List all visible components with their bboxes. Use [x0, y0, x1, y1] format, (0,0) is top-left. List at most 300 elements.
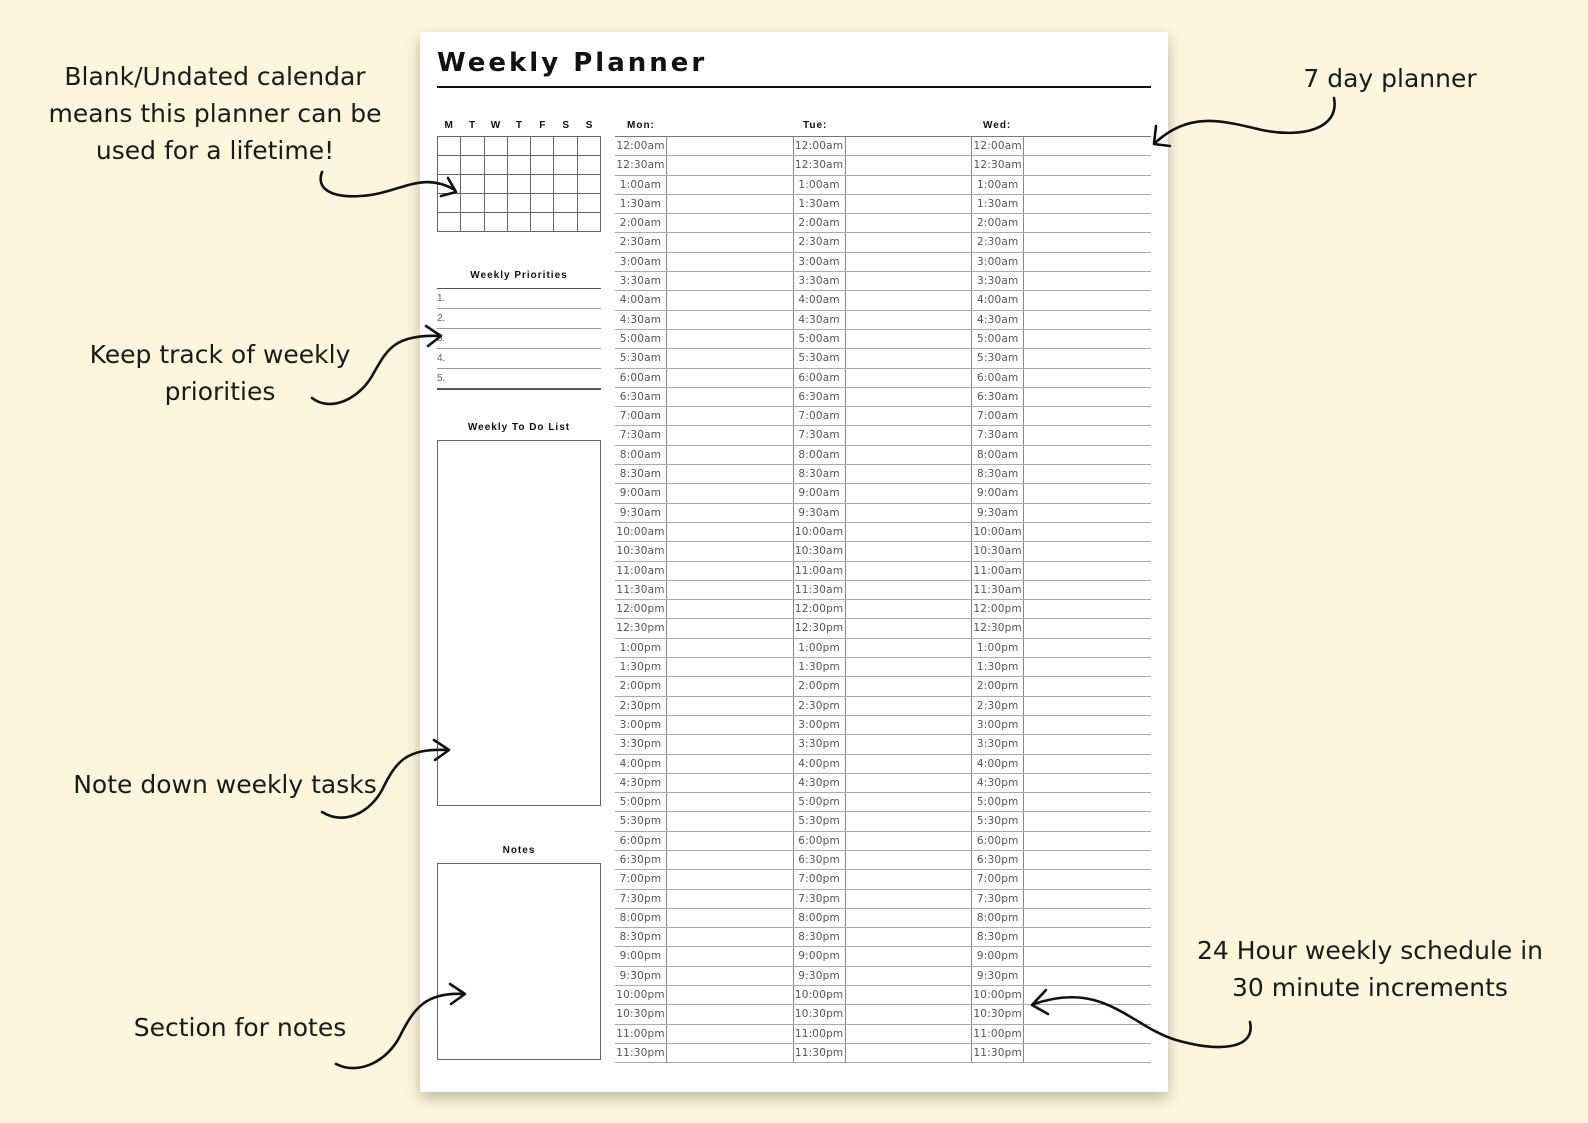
- schedule-entry-cell[interactable]: [846, 812, 973, 830]
- day-column-slot: [972, 156, 1151, 174]
- schedule-row: [615, 812, 1151, 831]
- schedule-entry-cell[interactable]: [667, 156, 794, 174]
- mini-calendar-cell[interactable]: [485, 213, 508, 232]
- schedule-entry-cell[interactable]: [667, 600, 794, 618]
- schedule-entry-cell[interactable]: [846, 176, 973, 194]
- mini-calendar-cell[interactable]: [485, 156, 508, 175]
- time-label: 2:00am: [972, 214, 1024, 232]
- schedule-entry-cell[interactable]: [667, 735, 794, 753]
- time-label: 5:00pm: [615, 793, 667, 811]
- schedule-entry-cell[interactable]: [1024, 233, 1151, 251]
- schedule-entry-cell[interactable]: [846, 349, 973, 367]
- schedule-entry-cell[interactable]: [667, 369, 794, 387]
- time-label: 5:00am: [794, 330, 846, 348]
- time-label: 4:00am: [615, 291, 667, 309]
- time-label: 5:30pm: [794, 812, 846, 830]
- schedule-row: [615, 639, 1151, 658]
- day-column-slot: [972, 562, 1151, 580]
- mini-calendar-cell[interactable]: [438, 175, 461, 194]
- time-label: 4:30pm: [794, 774, 846, 792]
- schedule-entry-cell[interactable]: [1024, 658, 1151, 676]
- schedule-entry-cell[interactable]: [846, 851, 973, 869]
- schedule-entry-cell[interactable]: [846, 986, 973, 1004]
- schedule-row: [615, 523, 1151, 542]
- schedule-entry-cell[interactable]: [667, 426, 794, 444]
- time-label: 2:00am: [794, 214, 846, 232]
- schedule-entry-cell[interactable]: [846, 619, 973, 637]
- schedule-entry-cell[interactable]: [846, 291, 973, 309]
- schedule-entry-cell[interactable]: [846, 1044, 973, 1062]
- mini-calendar-cell[interactable]: [461, 137, 484, 156]
- schedule-entry-cell[interactable]: [1024, 967, 1151, 985]
- schedule-entry-cell[interactable]: [667, 291, 794, 309]
- schedule-entry-cell[interactable]: [667, 330, 794, 348]
- day-column-slot: [615, 1025, 794, 1043]
- schedule-entry-cell[interactable]: [667, 639, 794, 657]
- schedule-entry-cell[interactable]: [1024, 986, 1151, 1004]
- schedule-entry-cell[interactable]: [667, 832, 794, 850]
- mini-calendar-cell[interactable]: [485, 194, 508, 213]
- page-title: Weekly Planner: [437, 48, 708, 78]
- schedule-entry-cell[interactable]: [846, 735, 973, 753]
- schedule-entry-cell[interactable]: [846, 832, 973, 850]
- schedule-entry-cell[interactable]: [1024, 677, 1151, 695]
- time-label: 7:00am: [972, 407, 1024, 425]
- schedule-entry-cell[interactable]: [1024, 890, 1151, 908]
- time-label: 9:30pm: [794, 967, 846, 985]
- mini-calendar-day: T: [515, 120, 522, 131]
- schedule-entry-cell[interactable]: [846, 562, 973, 580]
- day-column-slot: [972, 523, 1151, 541]
- mini-calendar-cell[interactable]: [508, 213, 531, 232]
- day-column-slot: [794, 812, 973, 830]
- schedule-entry-cell[interactable]: [846, 465, 973, 483]
- schedule-entry-cell[interactable]: [667, 677, 794, 695]
- schedule-entry-cell[interactable]: [667, 928, 794, 946]
- schedule-row: [615, 176, 1151, 195]
- schedule-entry-cell[interactable]: [667, 214, 794, 232]
- priority-row[interactable]: 4.: [437, 349, 601, 369]
- day-column-slot: [794, 716, 973, 734]
- schedule-entry-cell[interactable]: [846, 504, 973, 522]
- day-column-slot: [615, 426, 794, 444]
- schedule-entry-cell[interactable]: [667, 967, 794, 985]
- day-column-slot: [794, 272, 973, 290]
- schedule-entry-cell[interactable]: [1024, 137, 1151, 155]
- time-label: 2:30pm: [972, 697, 1024, 715]
- schedule-entry-cell[interactable]: [667, 658, 794, 676]
- mini-calendar-cell[interactable]: [438, 213, 461, 232]
- mini-calendar-cell[interactable]: [438, 194, 461, 213]
- schedule-entry-cell[interactable]: [846, 909, 973, 927]
- schedule-row: [615, 735, 1151, 754]
- schedule-row: [615, 542, 1151, 561]
- schedule-entry-cell[interactable]: [667, 755, 794, 773]
- schedule-entry-cell[interactable]: [667, 890, 794, 908]
- schedule-entry-cell[interactable]: [667, 523, 794, 541]
- time-label: 1:30am: [615, 195, 667, 213]
- schedule-entry-cell[interactable]: [667, 1044, 794, 1062]
- day-column-slot: [615, 523, 794, 541]
- mini-calendar-cell[interactable]: [461, 175, 484, 194]
- mini-calendar-cell[interactable]: [531, 156, 554, 175]
- schedule-entry-cell[interactable]: [667, 311, 794, 329]
- schedule-row: [615, 793, 1151, 812]
- mini-calendar-cell[interactable]: [438, 156, 461, 175]
- schedule-entry-cell[interactable]: [667, 349, 794, 367]
- day-column-slot: [615, 562, 794, 580]
- schedule-entry-cell[interactable]: [1024, 542, 1151, 560]
- schedule-row: [615, 137, 1151, 156]
- schedule-entry-cell[interactable]: [667, 137, 794, 155]
- schedule-entry-cell[interactable]: [667, 1025, 794, 1043]
- planner-page: [420, 32, 1168, 1092]
- schedule-entry-cell[interactable]: [846, 600, 973, 618]
- schedule-entry-cell[interactable]: [846, 967, 973, 985]
- day-column-slot: [615, 774, 794, 792]
- priority-row[interactable]: 1.: [437, 289, 601, 309]
- day-column-slot: [615, 504, 794, 522]
- schedule-entry-cell[interactable]: [1024, 272, 1151, 290]
- schedule-entry-cell[interactable]: [846, 581, 973, 599]
- day-column-slot: [794, 484, 973, 502]
- schedule-row: [615, 600, 1151, 619]
- schedule-entry-cell[interactable]: [1024, 176, 1151, 194]
- time-label: 2:30pm: [615, 697, 667, 715]
- day-column-slot: [972, 697, 1151, 715]
- mini-calendar-cell[interactable]: [461, 156, 484, 175]
- schedule-entry-cell[interactable]: [846, 195, 973, 213]
- day-column-slot: [615, 909, 794, 927]
- schedule-row: [615, 909, 1151, 928]
- schedule-entry-cell[interactable]: [667, 388, 794, 406]
- schedule-entry-cell[interactable]: [667, 253, 794, 271]
- time-label: 6:30am: [972, 388, 1024, 406]
- priority-row[interactable]: 5.: [437, 369, 601, 390]
- day-column-slot: [972, 426, 1151, 444]
- schedule-entry-cell[interactable]: [667, 176, 794, 194]
- schedule-entry-cell[interactable]: [846, 890, 973, 908]
- schedule-entry-cell[interactable]: [846, 1005, 973, 1023]
- mini-calendar-day-headers: [437, 116, 601, 136]
- schedule-entry-cell[interactable]: [667, 851, 794, 869]
- day-column-slot: [615, 369, 794, 387]
- schedule-entry-cell[interactable]: [667, 581, 794, 599]
- schedule-entry-cell[interactable]: [1024, 947, 1151, 965]
- day-column-slot: [972, 639, 1151, 657]
- schedule-entry-cell[interactable]: [846, 369, 973, 387]
- schedule-entry-cell[interactable]: [667, 562, 794, 580]
- schedule-row: [615, 890, 1151, 909]
- annotation-notes: Section for notes: [133, 1013, 347, 1042]
- schedule-entry-cell[interactable]: [1024, 407, 1151, 425]
- schedule-entry-cell[interactable]: [846, 330, 973, 348]
- time-label: 9:00pm: [794, 947, 846, 965]
- time-label: 11:30pm: [972, 1044, 1024, 1062]
- time-label: 4:30am: [615, 311, 667, 329]
- time-label: 12:00am: [794, 137, 846, 155]
- mini-calendar-cell[interactable]: [531, 137, 554, 156]
- time-label: 1:30pm: [972, 658, 1024, 676]
- schedule-entry-cell[interactable]: [667, 774, 794, 792]
- day-column-slot: [794, 793, 973, 811]
- schedule-entry-cell[interactable]: [1024, 851, 1151, 869]
- schedule-entry-cell[interactable]: [846, 388, 973, 406]
- day-column-slot: [972, 677, 1151, 695]
- schedule-entry-cell[interactable]: [846, 928, 973, 946]
- schedule-entry-cell[interactable]: [846, 426, 973, 444]
- schedule-entry-cell[interactable]: [667, 697, 794, 715]
- time-label: 3:00am: [794, 253, 846, 271]
- mini-calendar-cell[interactable]: [531, 175, 554, 194]
- time-label: 6:30pm: [972, 851, 1024, 869]
- schedule-entry-cell[interactable]: [667, 909, 794, 927]
- title-rule: [437, 86, 1151, 88]
- schedule-entry-cell[interactable]: [667, 446, 794, 464]
- schedule-entry-cell[interactable]: [667, 870, 794, 888]
- priority-row[interactable]: 2.: [437, 309, 601, 329]
- mini-calendar-cell[interactable]: [554, 137, 577, 156]
- mini-calendar-cell[interactable]: [554, 175, 577, 194]
- time-label: 1:30am: [972, 195, 1024, 213]
- schedule-entry-cell[interactable]: [1024, 812, 1151, 830]
- schedule-entry-cell[interactable]: [1024, 253, 1151, 271]
- schedule-entry-cell[interactable]: [846, 272, 973, 290]
- mini-calendar-cell[interactable]: [485, 175, 508, 194]
- schedule-entry-cell[interactable]: [1024, 465, 1151, 483]
- schedule-entry-cell[interactable]: [1024, 1005, 1151, 1023]
- schedule-entry-cell[interactable]: [846, 677, 973, 695]
- mini-calendar-cell[interactable]: [554, 194, 577, 213]
- day-label-tue: Tue:: [803, 120, 828, 131]
- mini-calendar-cell[interactable]: [531, 194, 554, 213]
- schedule-entry-cell[interactable]: [1024, 716, 1151, 734]
- schedule-entry-cell[interactable]: [667, 793, 794, 811]
- schedule-entry-cell[interactable]: [846, 755, 973, 773]
- schedule-entry-cell[interactable]: [846, 870, 973, 888]
- schedule-entry-cell[interactable]: [1024, 504, 1151, 522]
- time-label: 12:30am: [615, 156, 667, 174]
- priority-row[interactable]: 3.: [437, 329, 601, 349]
- schedule-entry-cell[interactable]: [667, 619, 794, 637]
- day-column-slot: [972, 388, 1151, 406]
- day-column-slot: [972, 484, 1151, 502]
- notes-box[interactable]: [437, 863, 601, 1060]
- schedule-entry-cell[interactable]: [1024, 735, 1151, 753]
- mini-calendar-cell[interactable]: [554, 213, 577, 232]
- time-label: 12:00am: [615, 137, 667, 155]
- schedule-entry-cell[interactable]: [1024, 870, 1151, 888]
- time-label: 4:30am: [794, 311, 846, 329]
- day-column-slot: [615, 890, 794, 908]
- time-label: 11:00am: [972, 562, 1024, 580]
- schedule-entry-cell[interactable]: [667, 195, 794, 213]
- schedule-entry-cell[interactable]: [1024, 369, 1151, 387]
- schedule-entry-cell[interactable]: [1024, 311, 1151, 329]
- schedule-entry-cell[interactable]: [846, 407, 973, 425]
- schedule-entry-cell[interactable]: [846, 793, 973, 811]
- schedule-entry-cell[interactable]: [1024, 832, 1151, 850]
- schedule-entry-cell[interactable]: [846, 156, 973, 174]
- schedule-entry-cell[interactable]: [846, 697, 973, 715]
- day-column-slot: [972, 465, 1151, 483]
- mini-calendar-cell[interactable]: [554, 156, 577, 175]
- day-column-slot: [794, 947, 973, 965]
- schedule-entry-cell[interactable]: [1024, 562, 1151, 580]
- schedule-entry-cell[interactable]: [1024, 697, 1151, 715]
- time-label: 10:00pm: [615, 986, 667, 1004]
- schedule-entry-cell[interactable]: [667, 272, 794, 290]
- schedule-entry-cell[interactable]: [667, 233, 794, 251]
- schedule-row: [615, 697, 1151, 716]
- schedule-entry-cell[interactable]: [846, 233, 973, 251]
- day-column-slot: [972, 909, 1151, 927]
- mini-calendar-cell[interactable]: [438, 137, 461, 156]
- time-label: 5:00pm: [972, 793, 1024, 811]
- todo-box[interactable]: [437, 440, 601, 806]
- mini-calendar-cell[interactable]: [461, 194, 484, 213]
- time-label: 10:30am: [615, 542, 667, 560]
- schedule-entry-cell[interactable]: [1024, 484, 1151, 502]
- mini-calendar-cell[interactable]: [578, 213, 601, 232]
- schedule-entry-cell[interactable]: [846, 523, 973, 541]
- day-column-slot: [972, 233, 1151, 251]
- schedule-entry-cell[interactable]: [1024, 639, 1151, 657]
- schedule-entry-cell[interactable]: [1024, 195, 1151, 213]
- mini-calendar-cell[interactable]: [508, 175, 531, 194]
- time-label: 9:00am: [794, 484, 846, 502]
- schedule-entry-cell[interactable]: [667, 986, 794, 1004]
- day-column-slot: [972, 735, 1151, 753]
- day-column-slot: [794, 755, 973, 773]
- day-column-slot: [615, 156, 794, 174]
- mini-calendar-cell[interactable]: [531, 213, 554, 232]
- schedule-entry-cell[interactable]: [667, 465, 794, 483]
- time-label: 10:30am: [972, 542, 1024, 560]
- time-label: 9:30pm: [972, 967, 1024, 985]
- day-column-slot: [972, 774, 1151, 792]
- schedule-entry-cell[interactable]: [667, 504, 794, 522]
- mini-calendar-cell[interactable]: [578, 194, 601, 213]
- schedule-entry-cell[interactable]: [1024, 446, 1151, 464]
- schedule-entry-cell[interactable]: [846, 1025, 973, 1043]
- time-label: 6:00pm: [972, 832, 1024, 850]
- time-label: 9:00am: [615, 484, 667, 502]
- time-label: 8:30am: [615, 465, 667, 483]
- day-column-slot: [794, 562, 973, 580]
- weekly-schedule: [615, 116, 1151, 1063]
- day-column-slot: [615, 639, 794, 657]
- schedule-entry-cell[interactable]: [1024, 330, 1151, 348]
- time-label: 4:30pm: [972, 774, 1024, 792]
- schedule-entry-cell[interactable]: [846, 716, 973, 734]
- schedule-entry-cell[interactable]: [846, 311, 973, 329]
- time-label: 3:00pm: [972, 716, 1024, 734]
- mini-calendar-cell[interactable]: [508, 156, 531, 175]
- schedule-entry-cell[interactable]: [1024, 388, 1151, 406]
- schedule-entry-cell[interactable]: [1024, 793, 1151, 811]
- schedule-entry-cell[interactable]: [1024, 600, 1151, 618]
- time-label: 5:30pm: [615, 812, 667, 830]
- schedule-entry-cell[interactable]: [846, 658, 973, 676]
- schedule-entry-cell[interactable]: [1024, 349, 1151, 367]
- schedule-entry-cell[interactable]: [1024, 1044, 1151, 1062]
- day-column-slot: [972, 658, 1151, 676]
- schedule-entry-cell[interactable]: [667, 947, 794, 965]
- mini-calendar-cell[interactable]: [485, 137, 508, 156]
- schedule-entry-cell[interactable]: [1024, 1025, 1151, 1043]
- schedule-entry-cell[interactable]: [1024, 156, 1151, 174]
- schedule-entry-cell[interactable]: [1024, 774, 1151, 792]
- mini-calendar-cell[interactable]: [508, 194, 531, 213]
- time-label: 4:00am: [972, 291, 1024, 309]
- time-label: 6:00pm: [794, 832, 846, 850]
- schedule-entry-cell[interactable]: [667, 716, 794, 734]
- schedule-entry-cell[interactable]: [846, 253, 973, 271]
- time-label: 12:00pm: [972, 600, 1024, 618]
- schedule-entry-cell[interactable]: [1024, 619, 1151, 637]
- schedule-entry-cell[interactable]: [667, 407, 794, 425]
- schedule-entry-cell[interactable]: [846, 214, 973, 232]
- schedule-row: [615, 388, 1151, 407]
- day-column-slot: [794, 407, 973, 425]
- mini-calendar-cell[interactable]: [578, 156, 601, 175]
- time-label: 7:30pm: [972, 890, 1024, 908]
- time-label: 4:00pm: [794, 755, 846, 773]
- day-column-slot: [615, 697, 794, 715]
- schedule-row: [615, 426, 1151, 445]
- schedule-entry-cell[interactable]: [667, 1005, 794, 1023]
- day-column-slot: [972, 1025, 1151, 1043]
- time-label: 7:00pm: [794, 870, 846, 888]
- time-label: 11:30am: [615, 581, 667, 599]
- schedule-entry-cell[interactable]: [846, 542, 973, 560]
- mini-calendar-cell[interactable]: [578, 175, 601, 194]
- day-column-slot: [972, 407, 1151, 425]
- schedule-entry-cell[interactable]: [667, 812, 794, 830]
- schedule-entry-cell[interactable]: [846, 137, 973, 155]
- day-column-slot: [794, 542, 973, 560]
- schedule-entry-cell[interactable]: [1024, 523, 1151, 541]
- schedule-entry-cell[interactable]: [1024, 426, 1151, 444]
- schedule-entry-cell[interactable]: [846, 446, 973, 464]
- time-label: 3:00pm: [794, 716, 846, 734]
- schedule-entry-cell[interactable]: [667, 484, 794, 502]
- mini-calendar-cell[interactable]: [508, 137, 531, 156]
- schedule-entry-cell[interactable]: [1024, 928, 1151, 946]
- schedule-entry-cell[interactable]: [1024, 909, 1151, 927]
- schedule-entry-cell[interactable]: [846, 774, 973, 792]
- day-column-slot: [794, 870, 973, 888]
- mini-calendar-cell[interactable]: [461, 213, 484, 232]
- schedule-entry-cell[interactable]: [1024, 581, 1151, 599]
- schedule-entry-cell[interactable]: [1024, 214, 1151, 232]
- schedule-entry-cell[interactable]: [846, 639, 973, 657]
- time-label: 10:00am: [615, 523, 667, 541]
- day-column-slot: [615, 986, 794, 1004]
- schedule-entry-cell[interactable]: [667, 542, 794, 560]
- schedule-row: [615, 1005, 1151, 1024]
- schedule-entry-cell[interactable]: [846, 947, 973, 965]
- schedule-entry-cell[interactable]: [1024, 755, 1151, 773]
- schedule-entry-cell[interactable]: [1024, 291, 1151, 309]
- schedule-row: [615, 774, 1151, 793]
- day-column-slot: [794, 446, 973, 464]
- schedule-entry-cell[interactable]: [846, 484, 973, 502]
- day-column-slot: [794, 986, 973, 1004]
- mini-calendar-cell[interactable]: [578, 137, 601, 156]
- day-column-slot: [794, 851, 973, 869]
